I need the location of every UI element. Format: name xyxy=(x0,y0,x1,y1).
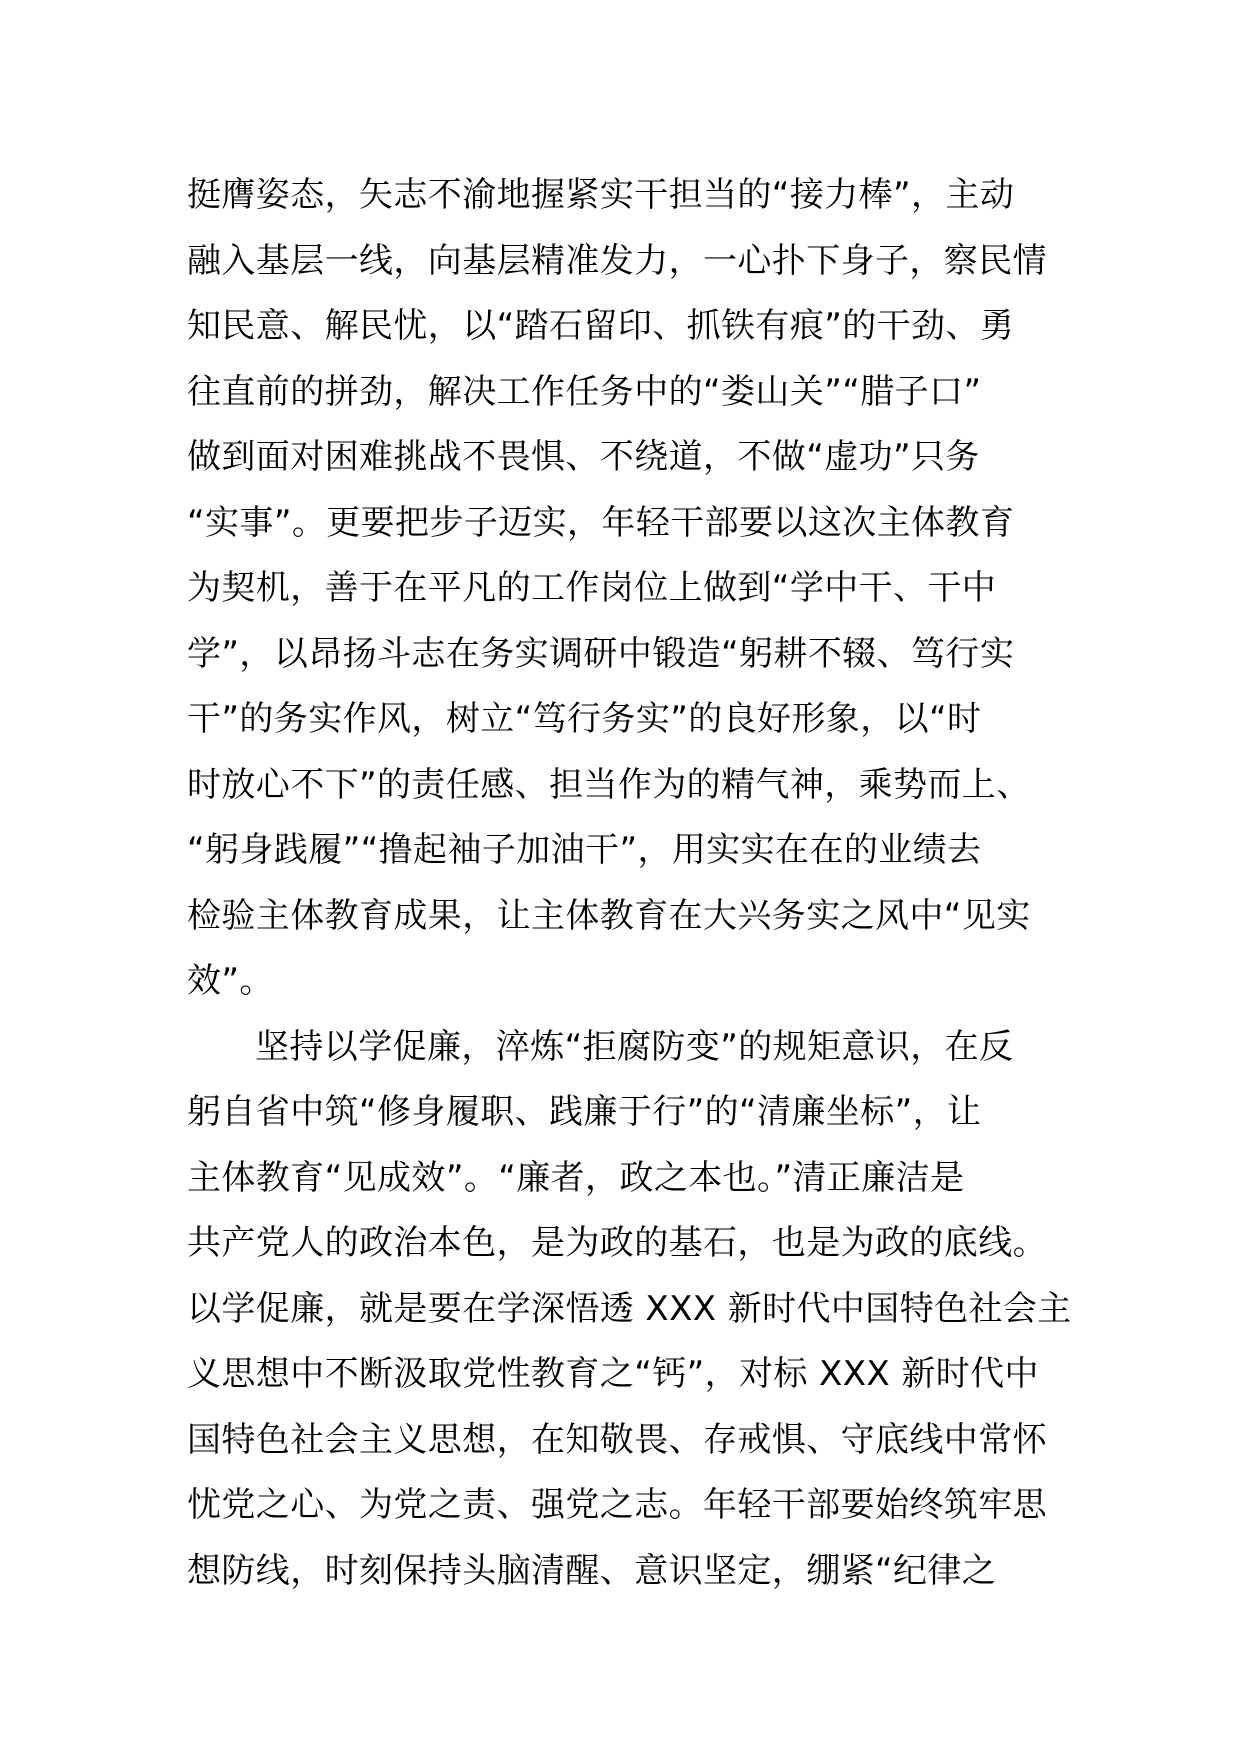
text-line: 检验主体教育成果，让主体教育在大兴务实之风中“见实 xyxy=(187,895,1031,936)
text-line: 学”，以昂扬斗志在务实调研中锻造“躬耕不辍、笃行实 xyxy=(187,633,1015,674)
text-line: 干”的务实作风，树立“笃行务实”的良好形象，以“时 xyxy=(187,699,982,739)
text-line: 躬自省中筑“修身履职、践廉于行”的“清廉坐标”，让 xyxy=(187,1092,982,1132)
text-line: 为契机，善于在平凡的工作岗位上做到“学中干、干中 xyxy=(187,568,997,608)
text-line: 往直前的拼劲，解决工作任务中的“娄山关”“腊子口” xyxy=(187,371,982,412)
text-line: 做到面对困难挑战不畏惧、不绕道，不做“虚功”只务 xyxy=(187,437,980,477)
text-line: 以学促廉，就是要在学深悟透 XXX 新时代中国特色社会主 xyxy=(187,1288,1072,1329)
text-line: 知民意、解民忧，以“踏石留印、抓铁有痕”的干劲、勇 xyxy=(187,306,1015,346)
text-line: 效”。 xyxy=(187,961,274,1001)
paragraph-first-line: 坚持以学促廉，淬炼“拒腐防变”的规矩意识，在反 xyxy=(255,1026,1014,1067)
text-line: 忧党之心、为党之责、强党之志。年轻干部要始终筑牢思 xyxy=(187,1485,1047,1525)
body-text xyxy=(187,163,1072,1604)
text-line: 义思想中不断汲取党性教育之“钙”，对标 XXX 新时代中 xyxy=(187,1354,1039,1394)
text-line: 共产党人的政治本色，是为政的基石，也是为政的底线。 xyxy=(187,1223,1047,1263)
text-line: 时放心不下”的责任感、担当作为的精气神，乘势而上、 xyxy=(187,764,1031,805)
text-line: “躬身践履”“撸起袖子加油干”，用实实在在的业绩去 xyxy=(187,830,982,870)
text-line: 想防线，时刻保持头脑清醒、意识坚定，绷紧“纪律之 xyxy=(187,1550,997,1591)
text-line: 挺膺姿态，矢志不渝地握紧实干担当的“接力棒”，主动 xyxy=(187,175,1015,215)
text-line: 国特色社会主义思想，在知敬畏、存戒惧、守底线中常怀 xyxy=(187,1419,1047,1460)
text-line: 融入基层一线，向基层精准发力，一心扑下身子，察民情 xyxy=(187,240,1047,281)
text-line: “实事”。更要把步子迈实，年轻干部要以这次主体教育 xyxy=(187,502,1015,543)
text-line: 主体教育“见成效”。“廉者，政之本也。”清正廉洁是 xyxy=(187,1157,965,1198)
